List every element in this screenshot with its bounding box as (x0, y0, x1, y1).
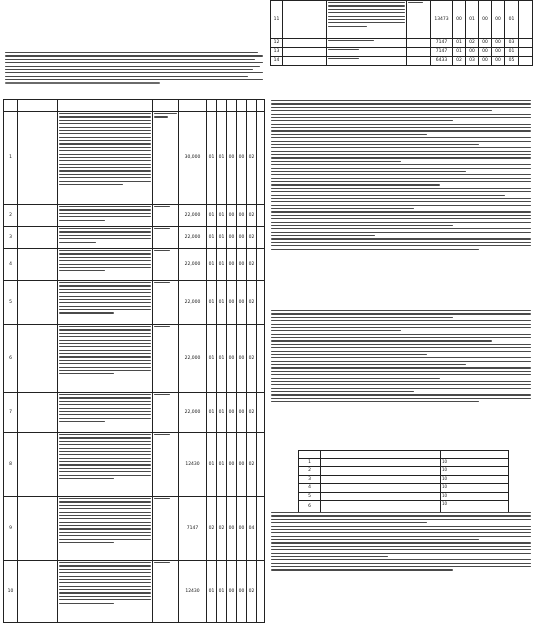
row-serial: 9 (4, 497, 18, 561)
row-ews: 05 (505, 57, 519, 66)
criteria-label (321, 500, 441, 512)
row-ews: 02 (247, 433, 257, 497)
col-experience (153, 100, 179, 112)
vacancy-table-continued (270, 0, 533, 66)
criteria-label (321, 484, 441, 492)
row-qualification (58, 205, 153, 227)
row-general: 01 (207, 325, 217, 393)
table-row (4, 561, 265, 623)
row-serial: 8 (4, 433, 18, 497)
row-ews: 03 (505, 39, 519, 48)
table-row (4, 325, 265, 393)
row-ews: 02 (247, 205, 257, 227)
row-total (257, 561, 265, 623)
row-general: 01 (207, 393, 217, 433)
row-serial: 5 (4, 281, 18, 325)
row-qualification (327, 39, 407, 48)
criteria-row (299, 475, 509, 483)
col-post (18, 100, 58, 112)
row-sc: 01 (217, 281, 227, 325)
row-qualification (327, 57, 407, 66)
row-serial: 14 (271, 57, 283, 66)
row-total (519, 1, 533, 39)
criteria-serial: 6 (299, 500, 321, 512)
row-experience (407, 39, 431, 48)
criteria-label (321, 475, 441, 483)
row-post (18, 393, 58, 433)
row-general: 01 (207, 205, 217, 227)
row-obc: 00 (237, 393, 247, 433)
row-st: 00 (227, 433, 237, 497)
criteria-label (321, 459, 441, 467)
row-salary: 7147 (431, 39, 453, 48)
row-qualification (58, 325, 153, 393)
row-total (257, 281, 265, 325)
row-experience (153, 325, 179, 393)
row-sc: 01 (217, 433, 227, 497)
criteria-value (441, 475, 509, 483)
row-obc: 00 (237, 249, 247, 281)
row-obc: 00 (492, 48, 505, 57)
row-salary: 6433 (431, 57, 453, 66)
row-obc: 00 (492, 39, 505, 48)
row-experience (407, 48, 431, 57)
row-serial: 1 (4, 112, 18, 205)
row-general: 01 (207, 227, 217, 249)
row-total (257, 393, 265, 433)
row-serial: 13 (271, 48, 283, 57)
age-and-selection-section (271, 310, 531, 446)
col-total (257, 100, 265, 112)
criteria-marks: 10 (442, 475, 448, 481)
criteria-header (299, 451, 509, 459)
criteria-marks: 10 (442, 500, 448, 506)
row-salary: 7147 (431, 48, 453, 57)
table-row (271, 48, 533, 57)
row-post (18, 561, 58, 623)
criteria-row (299, 467, 509, 475)
row-salary: 12430 (179, 433, 207, 497)
row-experience (153, 227, 179, 249)
col-obc (237, 100, 247, 112)
row-experience (153, 433, 179, 497)
terms-section (271, 100, 531, 306)
row-experience (153, 249, 179, 281)
row-total (257, 433, 265, 497)
row-qualification (58, 433, 153, 497)
row-ews: 02 (247, 249, 257, 281)
row-qualification (58, 281, 153, 325)
row-sc: 02 (217, 497, 227, 561)
row-sc: 01 (217, 227, 227, 249)
row-experience (407, 1, 431, 39)
row-salary: 22,000 (179, 281, 207, 325)
row-st: 00 (227, 325, 237, 393)
row-general: 01 (453, 48, 466, 57)
col-sc (217, 100, 227, 112)
row-ews: 02 (247, 112, 257, 205)
col-ews (247, 100, 257, 112)
table-row (271, 1, 533, 39)
row-obc: 00 (237, 561, 247, 623)
row-st: 00 (227, 497, 237, 561)
row-sc: 02 (466, 39, 479, 48)
row-obc: 00 (492, 57, 505, 66)
criteria-row (299, 492, 509, 500)
row-qualification (58, 249, 153, 281)
row-st: 00 (227, 227, 237, 249)
row-total (519, 57, 533, 66)
row-total (257, 227, 265, 249)
row-obc: 00 (237, 205, 247, 227)
row-st: 00 (479, 1, 492, 39)
row-st: 00 (227, 112, 237, 205)
signatory-name (390, 601, 520, 609)
row-post (18, 433, 58, 497)
row-qualification (58, 393, 153, 433)
row-salary: 22,000 (179, 249, 207, 281)
row-general: 02 (207, 497, 217, 561)
row-salary: 30,000 (179, 112, 207, 205)
row-obc: 00 (237, 112, 247, 205)
row-st: 00 (479, 57, 492, 66)
row-experience (153, 112, 179, 205)
row-ews: 02 (247, 393, 257, 433)
row-serial: 11 (271, 1, 283, 39)
signatory-designation (390, 609, 520, 617)
table-row (271, 57, 533, 66)
criteria-row (299, 459, 509, 467)
criteria-serial: 4 (299, 484, 321, 492)
row-st: 00 (227, 249, 237, 281)
row-general: 01 (207, 112, 217, 205)
row-obc: 00 (237, 497, 247, 561)
criteria-col-serial (299, 451, 321, 459)
row-serial: 3 (4, 227, 18, 249)
row-serial: 2 (4, 205, 18, 227)
row-salary: 22,000 (179, 205, 207, 227)
row-st: 00 (227, 561, 237, 623)
row-total (519, 48, 533, 57)
row-st: 00 (227, 393, 237, 433)
criteria-value (441, 484, 509, 492)
table-row (4, 433, 265, 497)
row-ews: 02 (247, 325, 257, 393)
row-total (257, 497, 265, 561)
criteria-serial: 1 (299, 459, 321, 467)
row-sc: 01 (217, 205, 227, 227)
row-general: 01 (207, 433, 217, 497)
notes-section (271, 512, 531, 598)
notice-title (4, 6, 266, 26)
row-qualification (58, 497, 153, 561)
criteria-marks: 10 (442, 459, 448, 464)
row-serial: 12 (271, 39, 283, 48)
row-qualification (327, 48, 407, 57)
row-salary: 22,000 (179, 393, 207, 433)
row-qualification (58, 561, 153, 623)
table-row (271, 39, 533, 48)
row-st: 00 (479, 48, 492, 57)
row-total (257, 325, 265, 393)
row-sc: 01 (217, 393, 227, 433)
criteria-value (441, 492, 509, 500)
row-post (18, 325, 58, 393)
table-row (4, 281, 265, 325)
row-experience (407, 57, 431, 66)
criteria-marks: 10 (442, 492, 448, 498)
row-salary: 13473 (431, 1, 453, 39)
row-salary: 12430 (179, 561, 207, 623)
row-ews: 01 (505, 1, 519, 39)
signatory-place (390, 617, 520, 625)
row-serial: 10 (4, 561, 18, 623)
row-st: 00 (227, 281, 237, 325)
col-general (207, 100, 217, 112)
row-total (257, 249, 265, 281)
vacancy-table-header (4, 100, 265, 112)
table-row (4, 227, 265, 249)
row-general: 01 (207, 249, 217, 281)
row-experience (153, 393, 179, 433)
row-post (18, 249, 58, 281)
criteria-serial: 3 (299, 475, 321, 483)
row-general: 01 (207, 561, 217, 623)
row-ews: 04 (247, 497, 257, 561)
row-total (257, 205, 265, 227)
row-sc: 01 (217, 249, 227, 281)
row-post (18, 497, 58, 561)
row-obc: 00 (237, 281, 247, 325)
row-general: 01 (453, 39, 466, 48)
row-general: 01 (207, 281, 217, 325)
row-post (18, 227, 58, 249)
table-row (4, 249, 265, 281)
row-experience (153, 561, 179, 623)
table-row (4, 112, 265, 205)
row-serial: 4 (4, 249, 18, 281)
row-sc: 00 (466, 48, 479, 57)
col-serial (4, 100, 18, 112)
row-ews: 02 (247, 281, 257, 325)
row-obc: 00 (492, 1, 505, 39)
table-row (4, 497, 265, 561)
row-salary: 7147 (179, 497, 207, 561)
criteria-col-label (321, 451, 441, 459)
row-post (283, 57, 327, 66)
row-experience (153, 497, 179, 561)
table-row (4, 393, 265, 433)
row-post (283, 48, 327, 57)
criteria-label (321, 492, 441, 500)
criteria-marks: 10 (442, 467, 448, 473)
row-obc: 00 (237, 325, 247, 393)
row-sc: 01 (217, 325, 227, 393)
row-general: 00 (453, 1, 466, 39)
row-ews: 02 (247, 227, 257, 249)
row-sc: 01 (466, 1, 479, 39)
row-experience (153, 281, 179, 325)
section-heading (110, 38, 160, 46)
row-sc: 01 (217, 112, 227, 205)
row-ews: 02 (247, 561, 257, 623)
criteria-serial: 5 (299, 492, 321, 500)
row-post (283, 39, 327, 48)
row-st: 00 (479, 39, 492, 48)
criteria-row (299, 500, 509, 512)
row-experience (153, 205, 179, 227)
row-total (519, 39, 533, 48)
criteria-label (321, 467, 441, 475)
table-row (4, 205, 265, 227)
row-total (257, 112, 265, 205)
row-post (18, 205, 58, 227)
criteria-serial: 2 (299, 467, 321, 475)
row-post (18, 112, 58, 205)
criteria-col-marks (441, 451, 509, 459)
row-obc: 00 (237, 433, 247, 497)
row-general: 02 (453, 57, 466, 66)
intro-paragraph (5, 52, 263, 96)
row-salary: 22,000 (179, 325, 207, 393)
marks-criteria-table (298, 450, 509, 513)
row-obc: 00 (237, 227, 247, 249)
col-qualification (58, 100, 153, 112)
signature-block (390, 601, 520, 625)
row-qualification (327, 1, 407, 39)
row-post (18, 281, 58, 325)
criteria-value (441, 459, 509, 467)
row-ews: 01 (505, 48, 519, 57)
col-salary (179, 100, 207, 112)
row-qualification (58, 227, 153, 249)
criteria-value (441, 467, 509, 475)
row-salary: 22,000 (179, 227, 207, 249)
criteria-value (441, 500, 509, 512)
row-serial: 6 (4, 325, 18, 393)
row-qualification (58, 112, 153, 205)
vacancy-table (3, 99, 265, 623)
row-sc: 01 (217, 561, 227, 623)
criteria-row (299, 484, 509, 492)
row-sc: 03 (466, 57, 479, 66)
criteria-marks: 10 (442, 484, 448, 490)
col-st (227, 100, 237, 112)
row-post (283, 1, 327, 39)
row-st: 00 (227, 205, 237, 227)
reference-line (4, 30, 266, 36)
row-serial: 7 (4, 393, 18, 433)
